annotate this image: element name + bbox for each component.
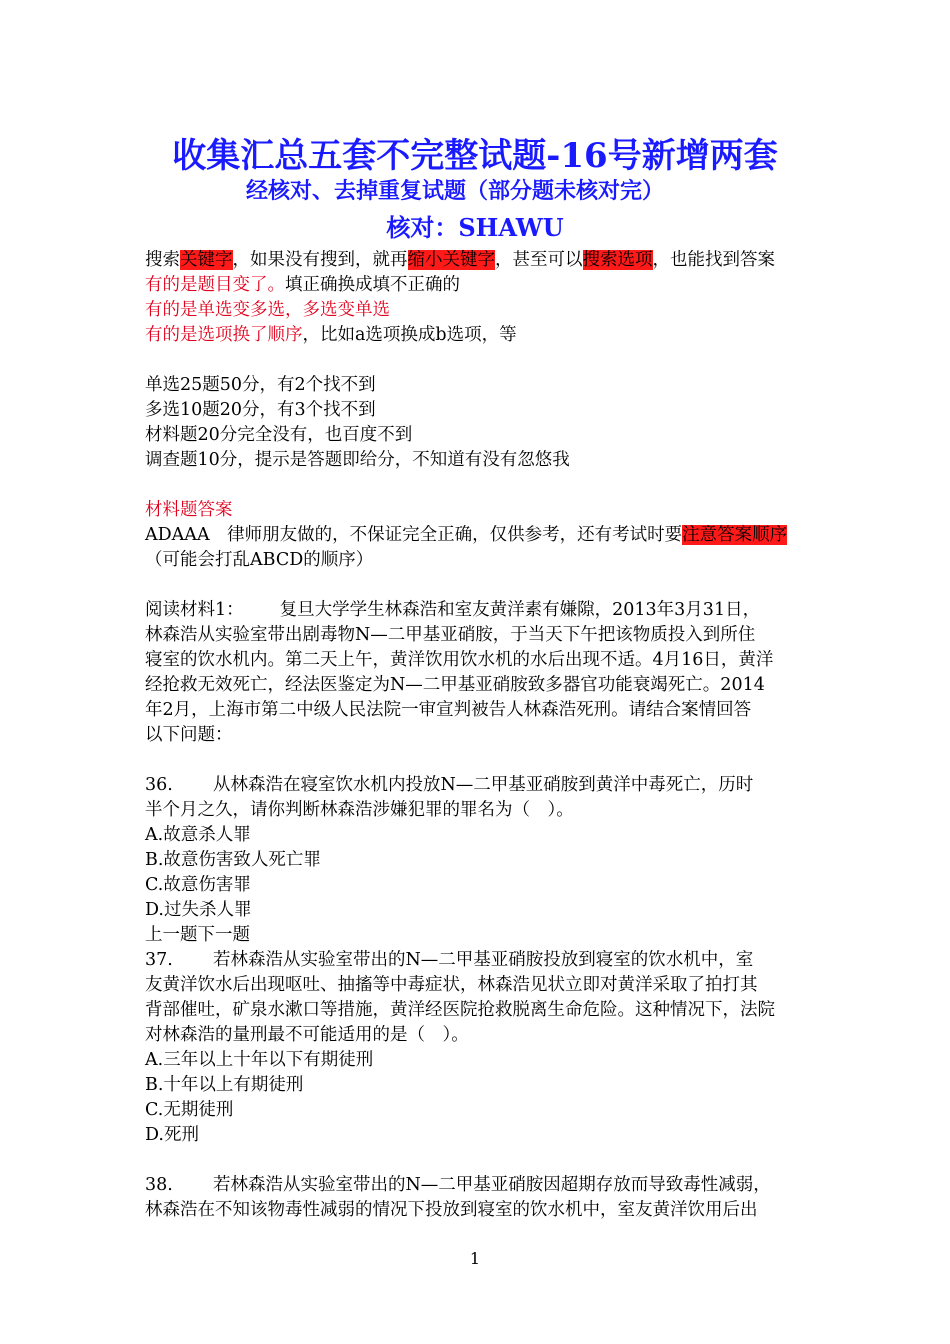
highlight-keyword: 关键字: [180, 250, 233, 270]
question-text: 背部催吐，矿泉水漱口等措施，黄洋经医院抢救脱离生命危险。这种情况下，法院: [145, 1000, 775, 1020]
prev-next-text: 上一题下一题: [145, 925, 250, 945]
question-text: 若林森浩从实验室带出的N—二甲基亚硝胺投放到寝室的饮水机中，室: [213, 950, 754, 970]
search-tip-text: 搜索: [145, 250, 180, 270]
answers-note: （可能会打乱ABCD的顺序）: [145, 550, 374, 570]
page-number: 1: [469, 1249, 481, 1268]
material-text: 年2月，上海市第二中级人民法院一审宣判被告人林森浩死刑。请结合案情回答: [145, 700, 752, 720]
answers-heading: 材料题答案: [145, 500, 233, 520]
question-38: [145, 1173, 810, 1198]
question-text: 若林森浩从实验室带出的N—二甲基亚硝胺因超期存放而导致毒性减弱，: [213, 1175, 771, 1195]
option-d: D.死刑: [145, 1125, 199, 1145]
stat-material: 材料题20分完全没有，也百度不到: [145, 425, 413, 445]
material-text: 复旦大学学生林森浩和室友黄洋素有嫌隙，2013年3月31日，: [279, 600, 761, 620]
material-text: 寝室的饮水机内。第二天上午，黄洋饮用饮水机的水后出现不适。4月16日，黄洋: [145, 650, 774, 670]
question-number: 37.: [145, 950, 173, 970]
question-text: 对林森浩的量刑最不可能适用的是（ ）。: [145, 1025, 469, 1045]
search-tip-text: ，甚至可以: [495, 250, 583, 270]
red-note: 有的是题目变了。: [145, 275, 285, 295]
question-36: [145, 773, 810, 798]
option-d: D.过失杀人罪: [145, 900, 252, 920]
note-changed-type: 有的是单选变多选，多选变单选: [145, 300, 390, 320]
option-b: B.十年以上有期徒刑: [145, 1075, 304, 1095]
answers-text: ADAAA 律师朋友做的，不保证完全正确，仅供参考，还有考试时要: [145, 525, 683, 545]
note-changed-order: [145, 323, 810, 348]
search-tip-text: ，如果没有搜到，就再: [232, 250, 408, 270]
document-body: [145, 248, 810, 1223]
question-number: 38.: [145, 1175, 173, 1195]
option-b: B.故意伤害致人死亡罪: [145, 850, 321, 870]
material-label: 阅读材料1：: [145, 600, 244, 620]
red-note: 有的是选项换了顺序: [145, 325, 303, 345]
option-c: C.无期徒刑: [145, 1100, 234, 1120]
question-text: 林森浩在不知该物毒性减弱的情况下投放到寝室的饮水机中，室友黄洋饮用后出: [145, 1200, 758, 1220]
question-text: 友黄洋饮水后出现呕吐、抽搐等中毒症状，林森浩见状立即对黄洋采取了拍打其: [145, 975, 758, 995]
question-text: 半个月之久，请你判断林森浩涉嫌犯罪的罪名为（ ）。: [145, 800, 574, 820]
highlight-shrink-keyword: 缩小关键字: [407, 250, 495, 270]
note-changed-question: [145, 273, 810, 298]
material-text: 经抢救无效死亡，经法医鉴定为N—二甲基亚硝胺致多器官功能衰竭死亡。2014: [145, 675, 765, 695]
highlight-search-option: 搜索选项: [582, 250, 653, 270]
note-text: 填正确换成填不正确的: [285, 275, 460, 295]
checker-line: 核对：SHAWU: [386, 213, 564, 242]
search-tip-text: ，也能找到答案: [652, 250, 775, 270]
stat-single: 单选25题50分，有2个找不到: [145, 375, 376, 395]
note-text: ，比如a选项换成b选项，等: [302, 325, 517, 345]
stat-survey: 调查题10分，提示是答题即给分，不知道有没有忽悠我: [145, 450, 570, 470]
question-text: 从林森浩在寝室饮水机内投放N—二甲基亚硝胺到黄洋中毒死亡，历时: [213, 775, 754, 795]
material-line: [145, 598, 810, 623]
material-text: 以下问题：: [145, 725, 233, 745]
question-number: 36.: [145, 775, 173, 795]
answers-line: [145, 523, 810, 548]
document-subtitle: 经核对、去掉重复试题（部分题未核对完）: [245, 178, 664, 204]
stat-multi: 多选10题20分，有3个找不到: [145, 400, 376, 420]
search-tip-line: [145, 248, 810, 273]
option-a: A.三年以上十年以下有期徒刑: [145, 1050, 374, 1070]
document-title: 收集汇总五套不完整试题-16号新增两套: [172, 136, 778, 176]
highlight-answer-order: 注意答案顺序: [682, 525, 788, 545]
option-a: A.故意杀人罪: [145, 825, 251, 845]
option-c: C.故意伤害罪: [145, 875, 251, 895]
material-text: 林森浩从实验室带出剧毒物N—二甲基亚硝胺，于当天下午把该物质投入到所住: [145, 625, 756, 645]
question-37: [145, 948, 810, 973]
